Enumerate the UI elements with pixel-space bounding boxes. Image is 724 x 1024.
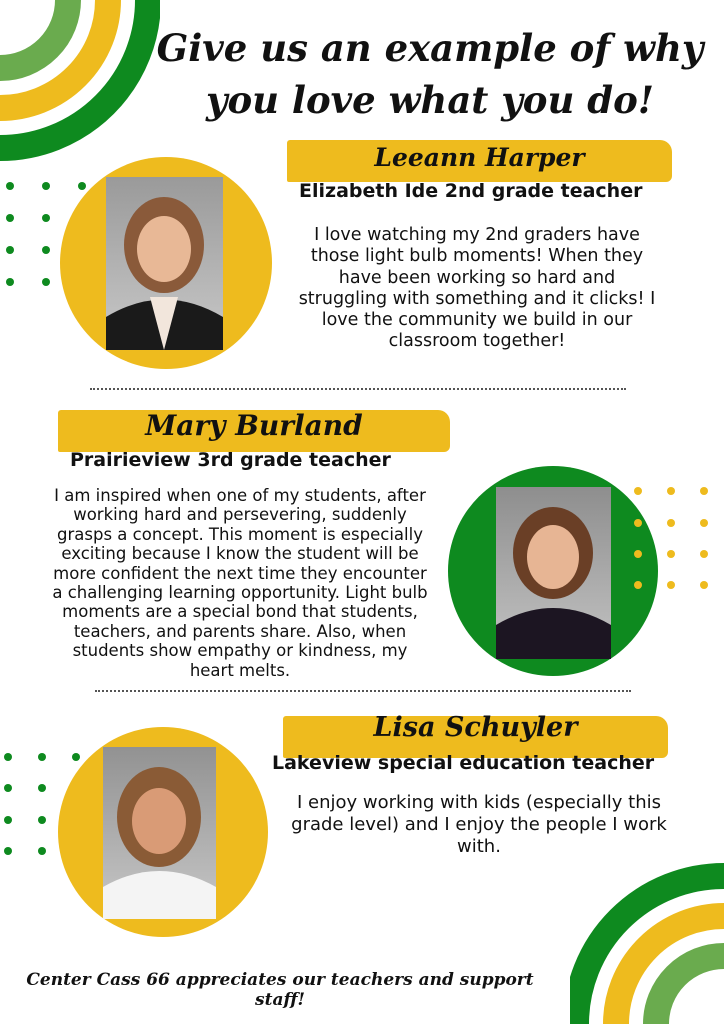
portrait-silhouette-icon	[496, 487, 611, 659]
footer-tagline: Center Cass 66 appreciates our teachers and support staff!	[26, 970, 534, 1010]
section-divider-2	[95, 690, 631, 692]
profile-1-role: Elizabeth Ide 2nd grade teacher	[299, 180, 643, 202]
heading-line-1: Give us an example of why	[156, 26, 704, 70]
profile-1-quote: I love watching my 2nd graders have those light bulb moments! When they have been working so hard and struggling with something and it clicks! I love the community we build in our classroom together!	[298, 225, 656, 352]
page-heading	[150, 22, 710, 126]
profile-2-portrait-photo	[496, 487, 611, 659]
profile-1-portrait-photo	[106, 177, 223, 350]
profile-2-role: Prairieview 3rd grade teacher	[70, 449, 391, 471]
gold-dot-grid-2	[628, 486, 718, 590]
profile-2-name: Mary Burland	[145, 409, 363, 442]
decorative-arcs-bottom-right	[570, 860, 724, 1024]
heading-line-2: you love what you do!	[205, 78, 655, 122]
decorative-arcs-top-left	[0, 0, 160, 165]
profile-3-quote: I enjoy working with kids (especially this grade level) and I enjoy the people I work with.	[291, 792, 667, 857]
profile-3-portrait-photo	[103, 747, 216, 919]
portrait-silhouette-icon	[103, 747, 216, 919]
profile-3-role: Lakeview special education teacher	[272, 752, 655, 774]
portrait-silhouette-icon	[106, 177, 223, 350]
profile-1-name: Leeann Harper	[374, 143, 585, 172]
section-divider-1	[90, 388, 626, 390]
profile-2-quote: I am inspired when one of my students, after working hard and persevering, suddenly grasps a concept. This moment is especially exciting because I know the student will be more confident the next time they encounter a challenging learning opportunity. Light bulb moments are a special bond that students, teachers, and parents share. Also, when students show empathy or kindness, my heart melts.	[52, 486, 428, 680]
profile-3-name: Lisa Schuyler	[373, 712, 578, 743]
